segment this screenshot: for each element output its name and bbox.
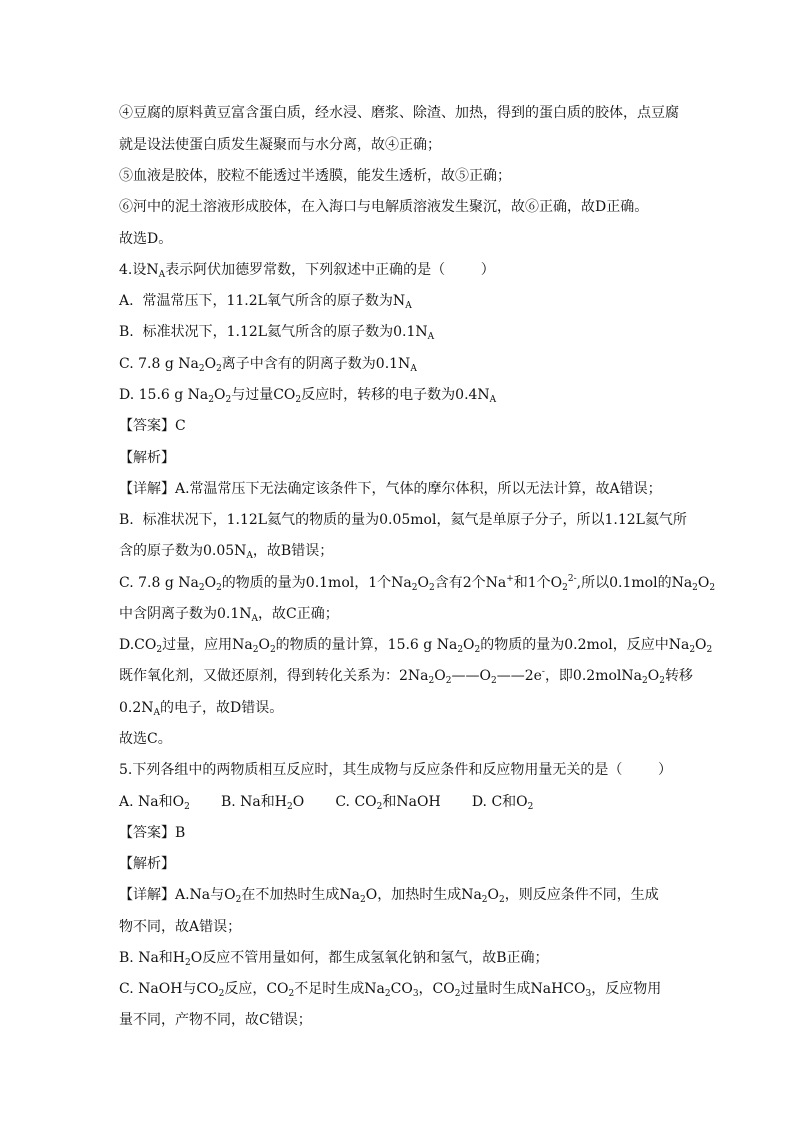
text-line: 含的原子数为$0.05N_A$，故B错误； <box>119 543 334 561</box>
text-line: B. 标准状况下，1.12L氦气的物质的量为0.05mol，氦气是单原子分子，所以1.12L氦气所 <box>119 512 687 528</box>
text-line: 中含阴离子数为$0.1N_A$，故C正确； <box>119 606 339 624</box>
text-line: 【详解】A.Na与$O_2$在不加热时生成$Na_2O$，加热时生成$Na_2O_2$，则反应条件不同，生成 <box>119 887 659 905</box>
option-d: D. 15.6 g $Na_2O_2$与过量$CO_2$反应时，转移的电子数为$0.4N_A$ <box>119 387 497 405</box>
question-5: 5.下列各组中的两物质相互反应时，其生成物与反应条件和反应物用量无关的是（ ） <box>119 762 672 778</box>
analysis-label: 【解析】 <box>119 856 175 872</box>
option-b: B. 标准状况下，1.12L氦气所含的原子数为$0.1N_A$ <box>119 324 435 342</box>
text-line: B. Na和$H_2O$反应不管用量如何，都生成氢氧化钠和氢气，故B正确； <box>119 950 549 968</box>
answer-label: 【答案】C <box>119 418 186 434</box>
option-c: C. 7.8 g $Na_2O_2$离子中含有的阴离子数为$0.1N_A$ <box>119 356 417 374</box>
text-line: 故选C。 <box>119 731 172 747</box>
text-line: 既作氧化剂，又做还原剂，得到转化关系为：$2Na_2O_2——O_2——2e^-$，即$0.2molNa_2O_2$转移 <box>119 667 693 686</box>
text-line: ⑥河中的泥土溶液形成胶体，在入海口与电解质溶液发生聚沉，故⑥正确，故D正确。 <box>119 199 649 215</box>
text-line: C. 7.8 g $Na_2O_2$的物质的量为0.1mol，1个$Na_2O_2$含有2个Na+和1个$O_2^{2-}$,所以0.1mol的$Na_2O_2$ <box>119 574 716 593</box>
text-line: $0.2N_A$的电子，故D错误。 <box>119 700 284 718</box>
options-row: A. Na和$O_2$ B. Na和$H_2O$ C. $CO_2$和NaOH D. C和$O_2$ <box>119 794 534 812</box>
question-4: 4.设$N_A$表示阿伏加德罗常数，下列叙述中正确的是（ ） <box>119 262 495 280</box>
text-line: ⑤血液是胶体，胶粒不能透过半透膜，能发生透析，故⑤正确； <box>119 168 511 184</box>
text-line: 就是设法使蛋白质发生凝聚而与水分离，故④正确； <box>119 137 441 153</box>
text-line: 物不同，故A错误； <box>119 919 242 935</box>
text-line: 故选D。 <box>119 231 173 247</box>
analysis-label: 【解析】 <box>119 450 175 466</box>
text-line: ④豆腐的原料黄豆富含蛋白质，经水浸、磨浆、除渣、加热，得到的蛋白质的胶体，点豆腐 <box>119 105 679 121</box>
text-line: $D.CO_2$过量，应用$Na_2O_2$的物质的量计算，15.6 g $Na_2O_2$的物质的量为0.2mol，反应中$Na_2O_2$ <box>119 637 713 655</box>
option-a: A. 常温常压下，11.2L氧气所含的原子数为$N_A$ <box>119 293 412 311</box>
text-line: 【详解】A.常温常压下无法确定该条件下，气体的摩尔体积，所以无法计算，故A错误； <box>119 481 662 497</box>
text-line: 量不同，产物不同，故C错误； <box>119 1012 312 1028</box>
text-line: C. NaOH与$CO_2$反应，$CO_2$不足时生成$Na_2CO_3$，$CO_2$过量时生成NaHCO$_3$，反应物用 <box>119 981 662 999</box>
answer-label: 【答案】B <box>119 825 186 841</box>
